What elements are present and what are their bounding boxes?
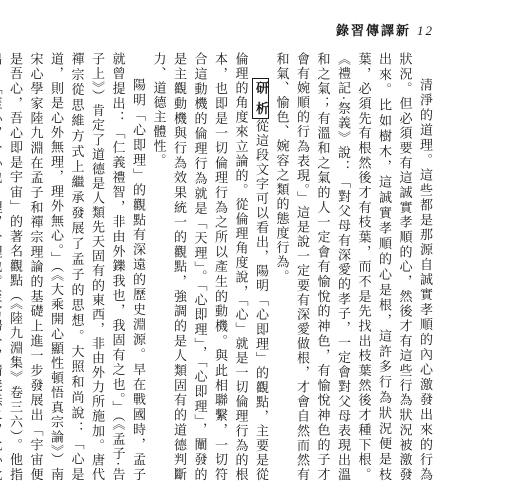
- paragraph-history: 陽明「心即理」的觀點有深遠的歷史淵源。早在戰國時，孟子就曾提出：「仁義禮智，非由外鑠我也，我固有之也。」（《孟子‧告子上》）肯定了道德是人類先天固有的東西，非由外力所施加。唐代禪宗從思維方式上繼承發展了孟子的思想。大照和尚說：「心是道，則是心外無理，理外無心。」（《大乘開心顯性頓悟真宗論》）南宋心學家陸九淵在孟子和禪宗理論的基礎上進一步發展出「宇宙便是吾心，吾心即是宇宙」的著名觀點（《陸九淵集》卷三六）。他指: [7, 52, 145, 482]
- book-title: 錄習傳譯新: [335, 24, 411, 39]
- paragraph-translation: 清淨的道理。這些都是那源自誠實孝順的內心激發出來的行為狀況。但必須要有這誠實孝順的心，然後才有這些行為狀況被激發出來。比如樹木，這誠實孝順的心是根，這許多行為狀況便是枝葉，必須先有根然後才有枝葉，而不是先找出枝葉然後才種下根。《禮記‧祭義》說：「對父母有深愛的孝子，一定會對父母表現出溫和之氣；有溫和之氣的人一定會有愉悅的神色，有愉悅神色的子才會有婉順的行為表現。」這是說一定要有深愛做根，才會自然而然有和氣、愉色、婉容之類的態度行為。: [273, 52, 432, 482]
- main-text: [7, 52, 434, 482]
- analysis-text: 從這段文字可以看出，陽明「心即理」的觀點，主要是從倫理的角度來立論的。從倫理角度說，「心」就是一切倫理行為的根本，也即是一切倫理行為之所以產生的動機。與此相聯繫，一切符合這動機的倫理行為就是「天理」。「心即理」，「心即理」，闡發的是主觀動機與行為效果統一的觀點，強調的是人類固有的道德判斷力、道德主體性。: [150, 52, 268, 482]
- section-label-analysis: 研 析: [252, 78, 269, 119]
- paragraph-analysis: [147, 52, 270, 482]
- running-header: [336, 20, 434, 39]
- page-number: 12: [417, 23, 434, 38]
